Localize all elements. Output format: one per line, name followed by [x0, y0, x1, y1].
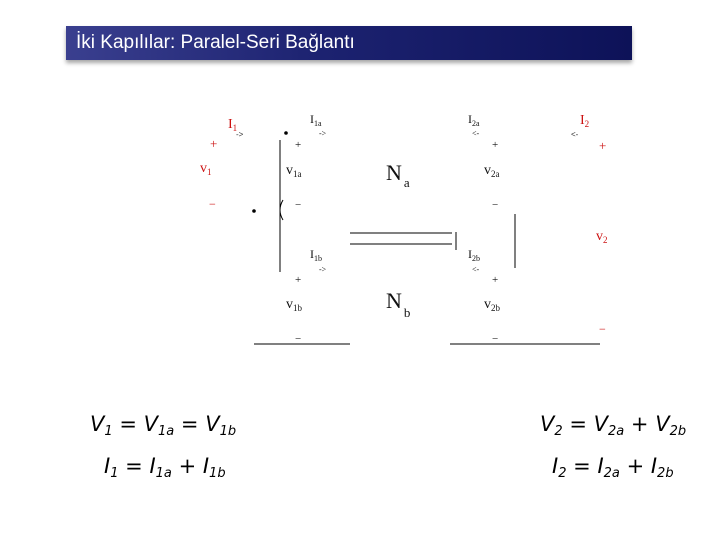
- net-b-minus-left: −: [295, 333, 302, 345]
- net-a-arrow-in: ->: [319, 129, 327, 138]
- net-b-arrow-in: ->: [319, 265, 327, 274]
- port2-voltage-label: $v_2$: [596, 229, 608, 245]
- net-b-plus-right: +: [492, 274, 499, 286]
- equation-i2: $I_2 = I_{2a} + I_{2b}$: [552, 454, 674, 481]
- port1-current-label: $I_1$: [228, 117, 238, 133]
- port2-minus: −: [599, 322, 606, 336]
- page-title: İki Kapılılar: Paralel-Seri Bağlantı: [76, 32, 355, 53]
- equation-v1: $V_1 = V_{1a} = V_{1b}$: [90, 412, 237, 439]
- junction-dot-left: [252, 209, 256, 213]
- net-b-current-out: $I_{2b}$: [468, 247, 480, 263]
- port1-plus: +: [210, 136, 218, 151]
- port1-minus: −: [209, 197, 216, 211]
- net-b-voltage-out: $v_{2b}$: [484, 297, 500, 313]
- net-a-current-in: $I_{1a}$: [310, 112, 322, 128]
- junction-dot-top: [284, 131, 288, 135]
- port1-labels: [200, 117, 237, 211]
- net-a-arrow-out: <-: [472, 129, 480, 138]
- port1-arrow: ->: [236, 130, 244, 139]
- port2-labels: [580, 113, 608, 336]
- net-b-current-in: $I_{1b}$: [310, 247, 322, 263]
- equation-i1: $I_1 = I_{1a} + I_{1b}$: [104, 454, 226, 481]
- network-b-labels: [286, 247, 501, 345]
- port1-voltage-label: $v_1$: [200, 161, 212, 177]
- port2-plus: +: [599, 138, 607, 153]
- net-a-voltage-out: $v_{2a}$: [484, 163, 500, 179]
- net-a-current-out: $I_{2a}$: [468, 112, 480, 128]
- net-a-voltage-in: $v_{1a}$: [286, 163, 302, 179]
- port2-current-label: $I_2$: [580, 113, 590, 129]
- net-b-name: N $_b$: [386, 288, 411, 320]
- net-a-plus-left: +: [295, 139, 302, 151]
- network-a-labels: [286, 112, 500, 211]
- port2-arrow: <-: [571, 130, 579, 139]
- wiring: [254, 140, 600, 344]
- net-a-minus-right: −: [492, 199, 499, 211]
- equation-v2: $V_2 = V_{2a} + V_{2b}$: [540, 412, 687, 439]
- net-b-arrow-out: <-: [472, 265, 480, 274]
- net-b-minus-right: −: [492, 333, 499, 345]
- net-a-plus-right: +: [492, 139, 499, 151]
- net-b-plus-left: +: [295, 274, 302, 286]
- net-a-minus-left: −: [295, 199, 302, 211]
- net-a-name: N $_a$: [386, 160, 410, 190]
- net-b-voltage-in: $v_{1b}$: [286, 297, 302, 313]
